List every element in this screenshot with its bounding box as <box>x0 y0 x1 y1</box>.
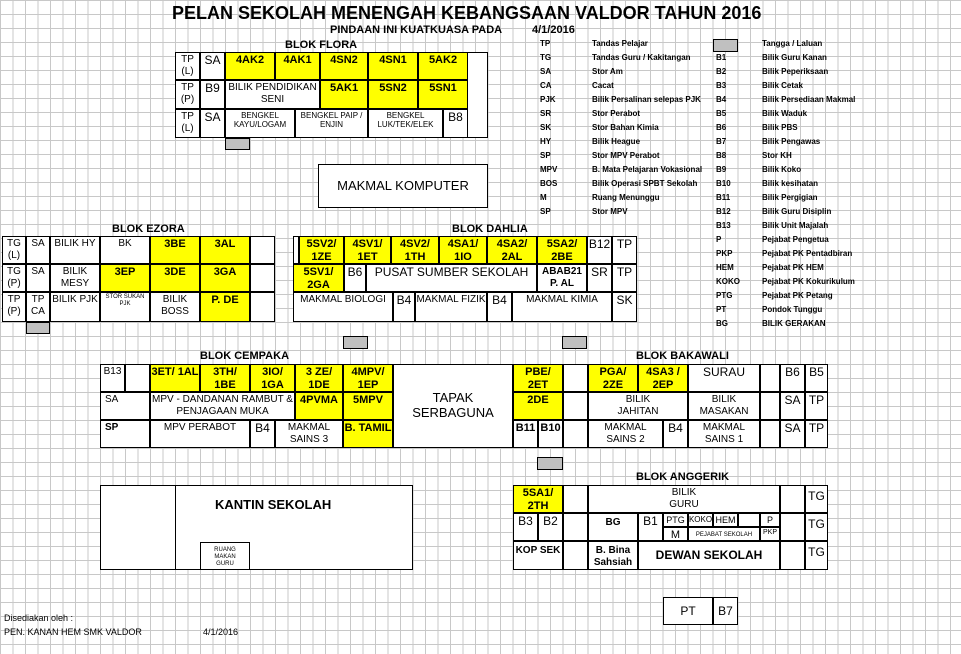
classroom: 5SA1/ 2TH <box>513 485 563 513</box>
room: BILIK MASAKAN <box>688 392 760 420</box>
stairs <box>562 336 587 349</box>
legend-description: Cacat <box>592 81 614 90</box>
room: TP <box>612 236 637 264</box>
room: BENGKEL LUK/TEK/ELEK <box>368 109 443 138</box>
legend-description: Ruang Menunggu <box>592 193 660 202</box>
room: BILIK PJK <box>50 292 100 322</box>
legend-description: Stor Bahan Kimia <box>592 123 659 132</box>
legend-description: Bilik Guru Disiplin <box>762 207 832 216</box>
classroom: 3DE <box>150 264 200 292</box>
room: B12 <box>587 236 612 264</box>
legend-code: PT <box>716 305 727 314</box>
legend-code: M <box>540 193 547 202</box>
classroom: 3GA <box>200 264 250 292</box>
legend-code: CA <box>540 81 552 90</box>
room-empty <box>760 420 780 448</box>
room-empty <box>125 364 150 392</box>
room: TP CA <box>26 292 50 322</box>
legend-description: Bilik Operasi SPBT Sekolah <box>592 179 698 188</box>
room: TP (L) <box>175 109 200 138</box>
room: TG (L) <box>2 236 26 264</box>
room: MAKMAL SAINS 1 <box>688 420 760 448</box>
room: B2 <box>538 513 563 541</box>
page-subtitle: PINDAAN INI KUATKUASA PADA <box>330 24 503 36</box>
legend-code: B10 <box>716 179 731 188</box>
room: B6 <box>344 264 366 292</box>
room: MPV PERABOT <box>150 420 250 448</box>
legend-description: Stor MPV Perabot <box>592 151 660 160</box>
classroom: 3ET/ 1AL <box>150 364 200 392</box>
legend-code: SK <box>540 123 552 132</box>
legend-description: Bilik Cetak <box>762 81 803 90</box>
legend-description: B. Mata Pelajaran Vokasional <box>592 165 703 174</box>
legend-description: Bilik PBS <box>762 123 798 132</box>
legend-code: B12 <box>716 207 731 216</box>
block-bakawali-label: BLOK BAKAWALI <box>636 350 729 362</box>
room-label: MAKMAL KOMPUTER <box>337 178 469 194</box>
legend-code: B4 <box>716 95 727 104</box>
room: B8 <box>443 109 468 138</box>
room: TP <box>612 264 637 292</box>
room: SA <box>100 392 150 420</box>
legend-description: Pejabat PK Kokurikulum <box>762 277 855 286</box>
stairs <box>26 322 50 334</box>
classroom: P. DE <box>200 292 250 322</box>
classroom: 4SA3 / 2EP <box>638 364 688 392</box>
room: B11 <box>513 420 538 448</box>
room: BK <box>100 236 150 264</box>
room: MAKMAL SAINS 3 <box>275 420 343 448</box>
room: B4 <box>250 420 275 448</box>
legend-description: Stor KH <box>762 151 792 160</box>
room-empty <box>563 485 588 513</box>
room-makmal-komputer <box>318 164 488 208</box>
footer-author: PEN. KANAN HEM SMK VALDOR <box>4 627 142 637</box>
room: PTG <box>663 513 688 527</box>
classroom: 3AL <box>200 236 250 264</box>
legend-code: B6 <box>716 123 727 132</box>
room: STOR SUKAN PJK <box>100 292 150 322</box>
room: SR <box>587 264 612 292</box>
room-empty <box>250 236 275 264</box>
room: BENGKEL KAYU/LOGAM <box>225 109 295 138</box>
classroom: 5SN2 <box>368 80 418 109</box>
legend-code: PKP <box>716 249 733 258</box>
legend-description: Tangga / Laluan <box>762 39 823 48</box>
classroom: 5AK2 <box>418 52 468 80</box>
room-empty <box>563 541 588 570</box>
legend-code: B3 <box>716 81 727 90</box>
classroom: 3IO/ 1GA <box>250 364 295 392</box>
legend-code: TP <box>540 39 551 48</box>
legend-code: B13 <box>716 221 731 230</box>
legend-code: SR <box>540 109 552 118</box>
room-ruang-makan-guru: RUANG MAKAN GURU <box>200 542 250 570</box>
room: TP <box>805 392 828 420</box>
room: SA <box>200 52 225 80</box>
stairs <box>537 457 563 470</box>
legend-description: Pejabat PK Petang <box>762 291 833 300</box>
room: M <box>663 527 688 541</box>
room-empty <box>250 264 275 292</box>
room: MAKMAL FIZIK <box>415 292 487 322</box>
legend-description: BILIK GERAKAN <box>762 319 826 328</box>
classroom: B. TAMIL <box>343 420 393 448</box>
footer-prepared-by: Disediakan oleh : <box>4 613 74 623</box>
classroom: 5AK1 <box>320 80 368 109</box>
classroom: 5SV1/ 2GA <box>293 264 344 292</box>
classroom: 4SN1 <box>368 52 418 80</box>
room: SA <box>200 109 225 138</box>
classroom: 4SA1/ 1IO <box>439 236 487 264</box>
room: BILIK JAHITAN <box>588 392 688 420</box>
legend-description: Bilik kesihatan <box>762 179 819 188</box>
classroom: 4PVMA <box>295 392 343 420</box>
legend-description: Pejabat Pengetua <box>762 235 829 244</box>
classroom: 3EP <box>100 264 150 292</box>
room: TP <box>805 420 828 448</box>
room-empty <box>780 513 805 541</box>
room: DEWAN SEKOLAH <box>638 541 780 570</box>
legend-description: Stor Am <box>592 67 623 76</box>
room: B4 <box>393 292 415 322</box>
room: BILIK BOSS <box>150 292 200 322</box>
room-label: TAPAK SERBAGUNA <box>412 390 494 420</box>
room-empty <box>738 513 760 527</box>
room: B5 <box>805 364 828 392</box>
legend-code: B8 <box>716 151 727 160</box>
legend-code: HEM <box>716 263 734 272</box>
legend-description: Bilik Koko <box>762 165 802 174</box>
classroom: PGA/ 2ZE <box>588 364 638 392</box>
legend-code: SA <box>540 67 552 76</box>
room-empty <box>563 513 588 541</box>
legend-code: KOKO <box>716 277 740 286</box>
block-anggerik-label: BLOK ANGGERIK <box>636 471 730 483</box>
kantin-label: KANTIN SEKOLAH <box>215 497 332 512</box>
room: SK <box>612 292 637 322</box>
stairs <box>225 138 250 150</box>
room: BILIK MESY <box>50 264 100 292</box>
classroom: PBE/ 2ET <box>513 364 563 392</box>
legend-code: PTG <box>716 291 733 300</box>
legend-description: Bilik Guru Kanan <box>762 53 827 62</box>
room: BG <box>588 513 638 541</box>
legend-description: Pejabat PK HEM <box>762 263 824 272</box>
room-empty <box>250 292 275 322</box>
room: PUSAT SUMBER SEKOLAH <box>366 264 537 292</box>
room: SP <box>100 420 150 448</box>
room-label: PT <box>680 603 696 618</box>
classroom: 4SN2 <box>320 52 368 80</box>
room: SA <box>26 236 50 264</box>
stairs <box>343 336 368 349</box>
room: P <box>760 513 780 527</box>
legend-code: P <box>716 235 722 244</box>
legend-stairs-swatch <box>713 39 738 52</box>
legend-description: Bilik Pengawas <box>762 137 821 146</box>
room: MAKMAL SAINS 2 <box>588 420 663 448</box>
legend-code: B1 <box>716 53 727 62</box>
kantin-divider <box>175 485 176 570</box>
room-empty <box>760 392 780 420</box>
legend-code: B5 <box>716 109 727 118</box>
room-tapak-serbaguna <box>393 364 513 448</box>
room: TG (P) <box>2 264 26 292</box>
room: B4 <box>487 292 512 322</box>
legend-code: MPV <box>540 165 558 174</box>
legend-description: Bilik Persalinan selepas PJK <box>592 95 701 104</box>
legend-code: B11 <box>716 193 731 202</box>
room: SA <box>780 392 805 420</box>
room-empty <box>780 485 805 513</box>
room: B. Bina Sahsiah <box>588 541 638 570</box>
classroom: 3BE <box>150 236 200 264</box>
room-label: B7 <box>718 603 733 618</box>
legend-description: Bilik Persediaan Makmal <box>762 95 856 104</box>
room: TG <box>805 485 828 513</box>
legend-code: B2 <box>716 67 727 76</box>
room: B10 <box>538 420 563 448</box>
room: HEM <box>713 513 738 527</box>
legend-code: B9 <box>716 165 727 174</box>
room: BILIK GURU <box>588 485 780 513</box>
legend-description: Tandas Pelajar <box>592 39 648 48</box>
room-empty <box>780 541 805 570</box>
classroom: 3 ZE/ 1DE <box>295 364 343 392</box>
room: B1 <box>638 513 663 541</box>
block-dahlia-label: BLOK DAHLIA <box>452 223 528 235</box>
classroom: 5MPV <box>343 392 393 420</box>
legend-description: Bilik Peperiksaan <box>762 67 829 76</box>
room: BILIK HY <box>50 236 100 264</box>
classroom: 4AK2 <box>225 52 275 80</box>
room: TP (L) <box>175 52 200 80</box>
room: SA <box>26 264 50 292</box>
classroom: 2DE <box>513 392 563 420</box>
room: SURAU <box>688 364 760 392</box>
room: B6 <box>780 364 805 392</box>
legend-code: BOS <box>540 179 558 188</box>
legend-code: PJK <box>540 95 556 104</box>
room: MPV - DANDANAN RAMBUT & PENJAGAAN MUKA <box>150 392 295 420</box>
classroom: 4SV1/ 1ET <box>344 236 391 264</box>
legend-description: Pejabat PK Pentadbiran <box>762 249 853 258</box>
legend-code: SP <box>540 151 551 160</box>
room-empty <box>563 392 588 420</box>
room-pondok-tunggu <box>663 597 713 625</box>
room-empty <box>563 364 588 392</box>
room: BENGKEL PAIP / ENJIN <box>295 109 368 138</box>
room: SA <box>780 420 805 448</box>
footer-date: 4/1/2016 <box>203 627 239 637</box>
room: B13 <box>100 364 125 392</box>
classroom: 3TH/ 1BE <box>200 364 250 392</box>
legend-description: Stor Perabot <box>592 109 641 118</box>
room: ABAB21 P. AL <box>537 264 587 292</box>
classroom: 4MPV/ 1EP <box>343 364 393 392</box>
classroom: 5SA2/ 2BE <box>537 236 587 264</box>
legend-description: Bilik Pergigian <box>762 193 818 202</box>
block-ezora-label: BLOK EZORA <box>112 223 185 235</box>
classroom: 4SV2/ 1TH <box>391 236 439 264</box>
room: TG <box>805 513 828 541</box>
room: KOP SEK <box>513 541 563 570</box>
legend-code: B7 <box>716 137 727 146</box>
block-cempaka-label: BLOK CEMPAKA <box>200 350 290 362</box>
legend-description: Bilik Unit Majalah <box>762 221 829 230</box>
room-empty <box>563 420 588 448</box>
legend-description: Bilik Waduk <box>762 109 808 118</box>
legend-code: SP <box>540 207 551 216</box>
room: B4 <box>663 420 688 448</box>
room: TP (P) <box>2 292 26 322</box>
room: TG <box>805 541 828 570</box>
legend-code: HY <box>540 137 552 146</box>
room-b7 <box>713 597 738 625</box>
room: PEJABAT SEKOLAH <box>688 527 760 541</box>
classroom: 5SV2/ 1ZE <box>299 236 344 264</box>
legend-description: Pondok Tunggu <box>762 305 823 314</box>
classroom: 4SA2/ 2AL <box>487 236 537 264</box>
room: BILIK PENDIDIKAN SENI <box>225 80 320 109</box>
room: B3 <box>513 513 538 541</box>
legend-description: Tandas Guru / Kakitangan <box>592 53 691 62</box>
classroom: 5SN1 <box>418 80 468 109</box>
room: B9 <box>200 80 225 109</box>
page-title: PELAN SEKOLAH MENENGAH KEBANGSAAN VALDOR TAHUN 2016 <box>172 3 762 23</box>
room: KOKO <box>688 513 713 527</box>
room: TP (P) <box>175 80 200 109</box>
room: MAKMAL KIMIA <box>512 292 612 322</box>
page-subtitle-date: 4/1/2016 <box>532 24 575 36</box>
legend-code: TG <box>540 53 552 62</box>
room: PKP <box>760 527 780 541</box>
legend-description: Stor MPV <box>592 207 628 216</box>
legend-description: Bilik Heague <box>592 137 641 146</box>
room: MAKMAL BIOLOGI <box>293 292 393 322</box>
block-flora-label: BLOK FLORA <box>285 39 358 51</box>
room-empty <box>760 364 780 392</box>
classroom: 4AK1 <box>275 52 320 80</box>
legend-code: BG <box>716 319 728 328</box>
